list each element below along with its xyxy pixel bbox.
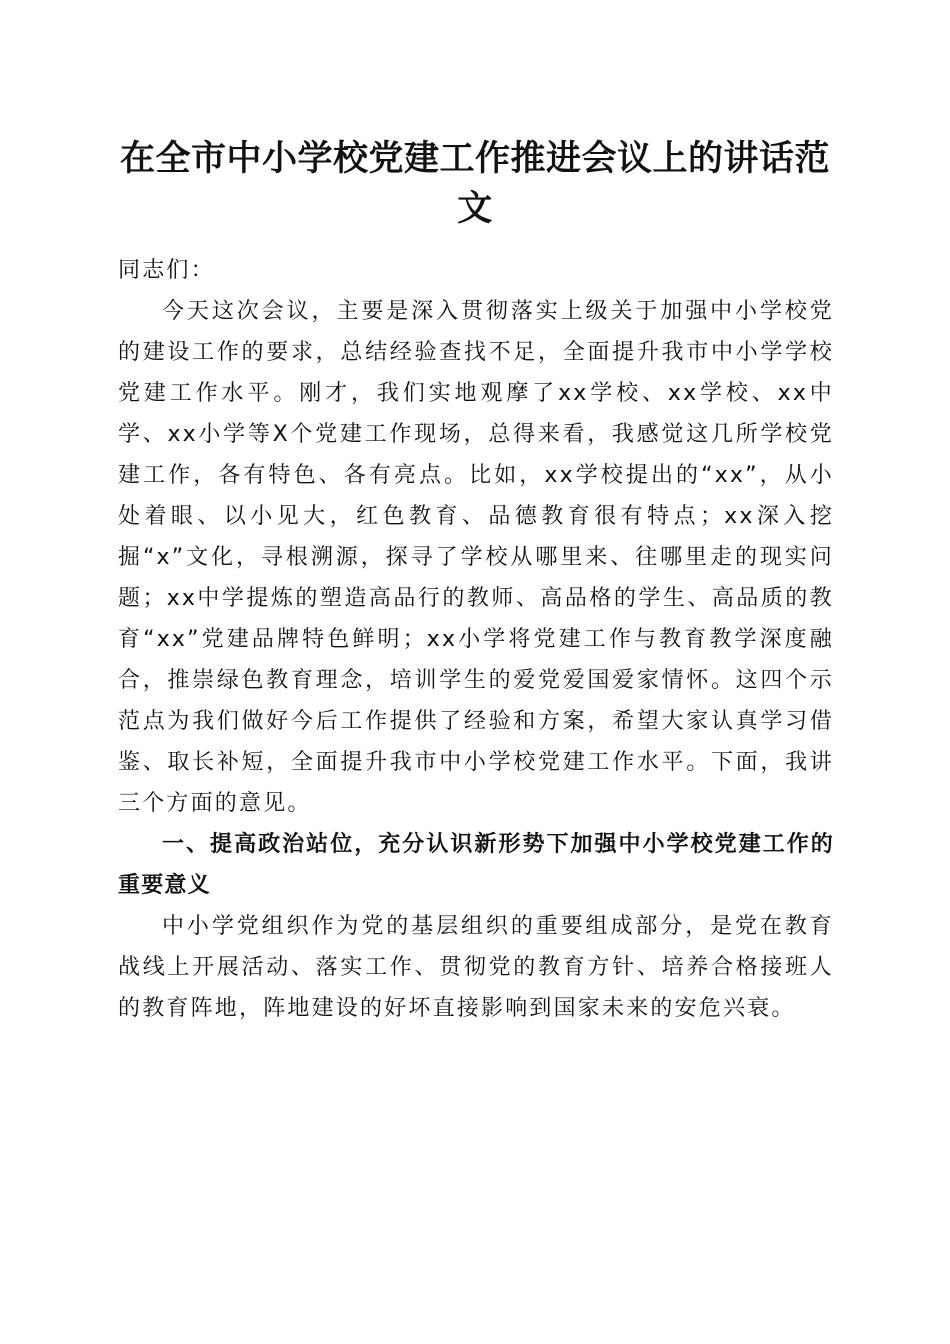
document-title: 在全市中小学校党建工作推进会议上的讲话范文 xyxy=(119,138,830,229)
salutation: 同志们： xyxy=(118,258,215,283)
document-body xyxy=(118,250,834,1029)
section-paragraph: 中小学党组织作为党的基层组织的重要组成部分，是党在教育战线上开展活动、落实工作、贯彻党的教育方针、培养合格接班人的教育阵地，阵地建设的好坏直接影响到国家未来的安危兴衰。 xyxy=(118,914,834,1021)
section-heading: 一、提高政治站位，充分认识新形势下加强中小学校党建工作的重要意义 xyxy=(118,832,834,898)
intro-paragraph: 今天这次会议，主要是深入贯彻落实上级关于加强中小学校党的建设工作的要求，总结经验查找不足，全面提升我市中小学学校党建工作水平。刚才，我们实地观摩了xx学校、xx学校、xx中学、xx小学等X个党建工作现场，总得来看，我感觉这几所学校党建工作，各有特色、各有亮点。比如，xx学校提出的“xx”，从小处着眼、以小见大，红色教育、品德教育很有特点；xx深入挖掘“x”文化，寻根溯源，探寻了学校从哪里来、往哪里走的现实问题；xx中学提炼的塑造高品行的教师、高品格的学生、高品质的教育“xx”党建品牌特色鲜明；xx小学将党建工作与教育教学深度融合，推崇绿色教育理念，培训学生的爱党爱国爱家情怀。这四个示范点为我们做好今后工作提供了经验和方案，希望大家认真学习借鉴、取长补短，全面提升我市中小学校党建工作水平。下面，我讲三个方面的意见。 xyxy=(118,299,834,816)
